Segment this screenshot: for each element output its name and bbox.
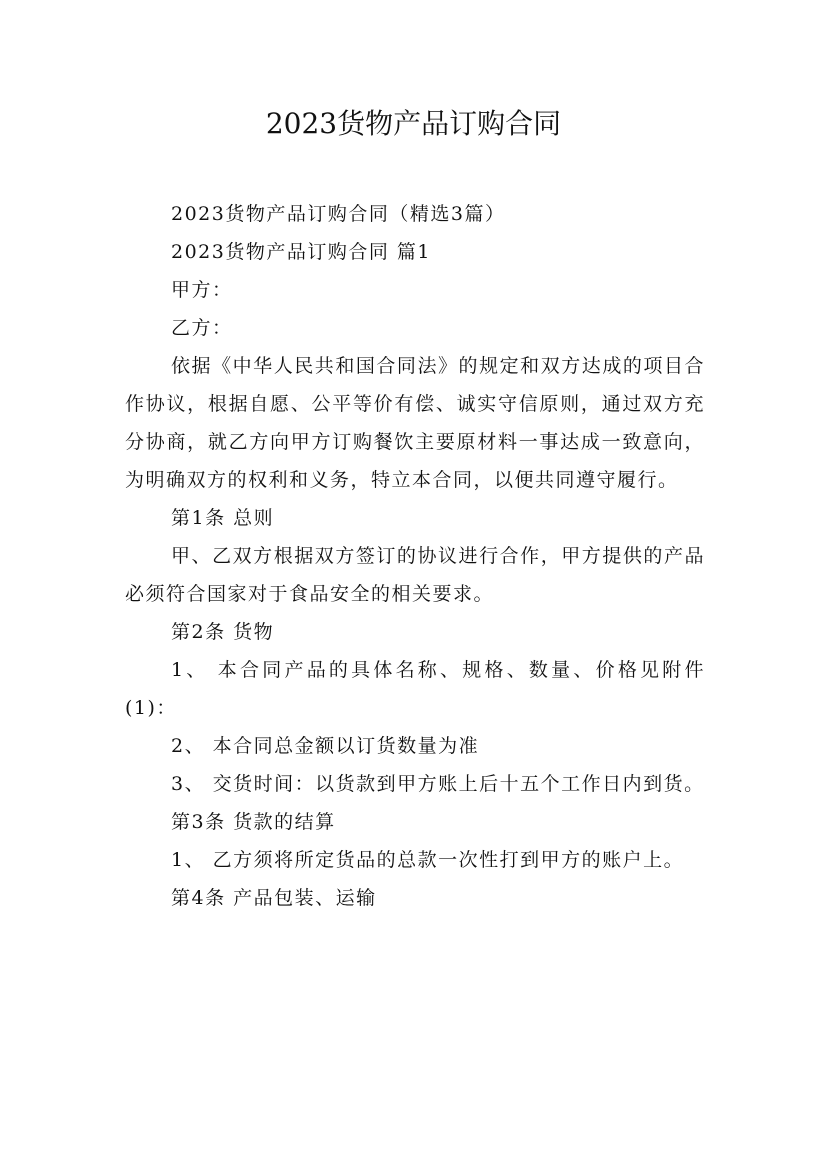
article-2-item-3: 3、 交货时间：以货款到甲方账上后十五个工作日内到货。 [171,773,705,795]
section-heading: 2023货物产品订购合同 篇1 [171,241,431,263]
subtitle-paragraph: 2023货物产品订购合同（精选3篇） [171,203,506,225]
article-2-item-2: 2、 本合同总金额以订货数量为准 [171,735,480,757]
party-a-line: 甲方： [171,279,233,301]
document-body [125,195,705,917]
article-1-heading: 第1条 总则 [171,507,275,529]
article-4-heading: 第4条 产品包装、运输 [171,887,377,909]
party-b-line: 乙方： [171,317,233,339]
article-1-text: 甲、乙双方根据双方签订的协议进行合作，甲方提供的产品必须符合国家对于食品安全的相关要求。 [125,545,705,605]
article-2-item-1: 1、 本合同产品的具体名称、规格、数量、价格见附件(1)： [125,659,705,719]
document-title: 2023货物产品订购合同 [265,107,562,140]
preamble-paragraph: 依据《中华人民共和国合同法》的规定和双方达成的项目合作协议，根据自愿、公平等价有偿、诚实守信原则，通过双方充分协商，就乙方向甲方订购餐饮主要原材料一事达成一致意向，为明确双方的权利和义务，特立本合同，以便共同遵守履行。 [125,355,705,491]
article-3-item-1: 1、 乙方须将所定货品的总款一次性打到甲方的账户上。 [171,849,685,871]
article-2-heading: 第2条 货物 [171,621,275,643]
article-3-heading: 第3条 货款的结算 [171,811,336,833]
